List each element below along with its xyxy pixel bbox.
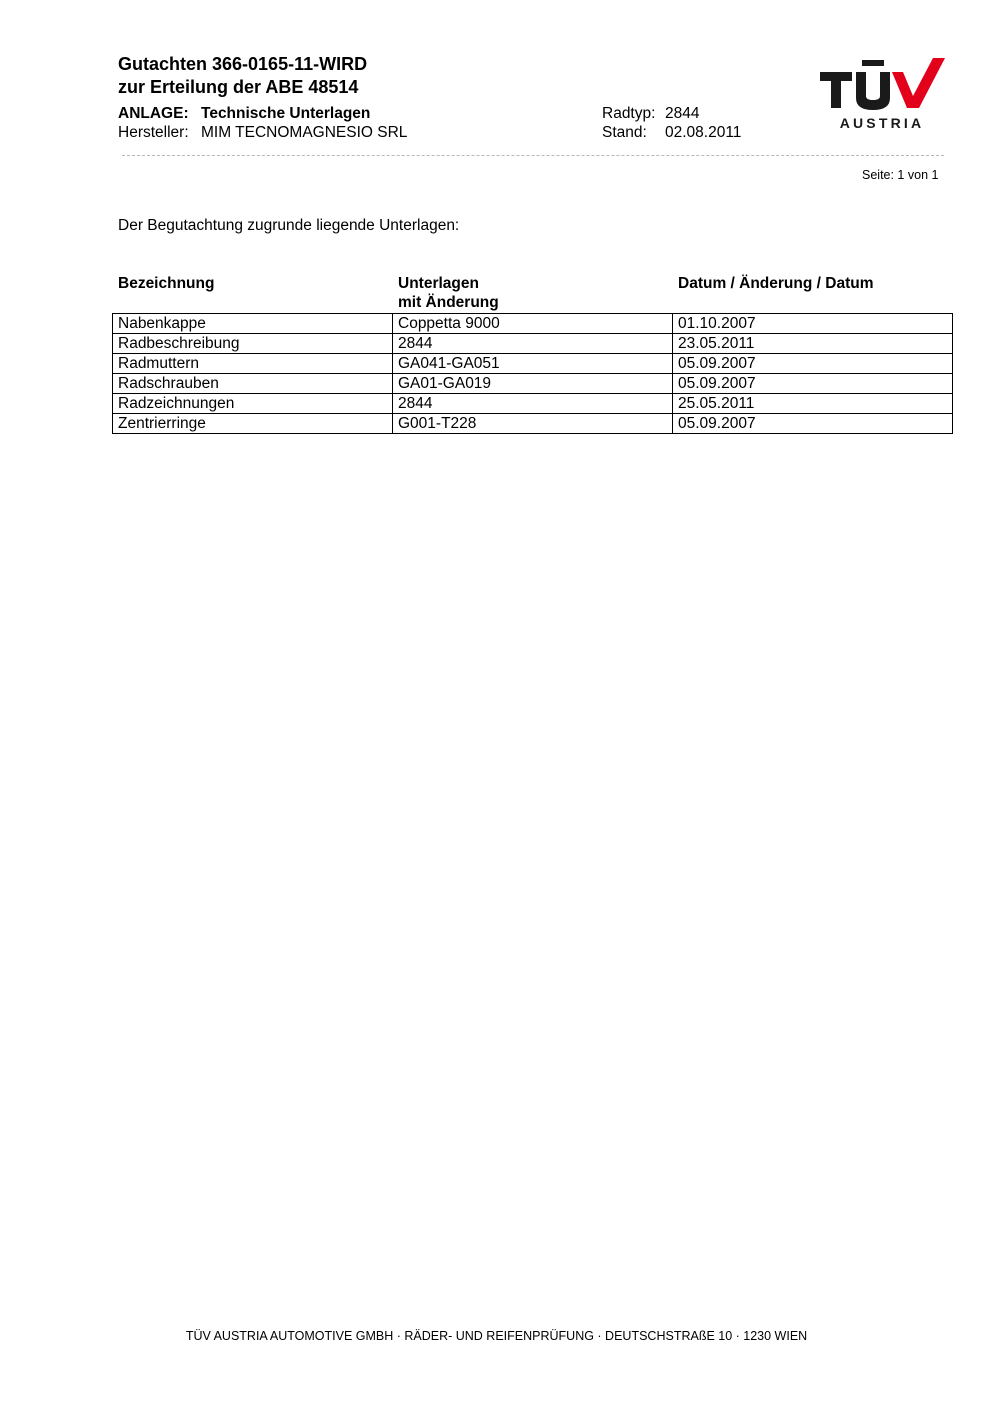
anlage-label: ANLAGE: [118,105,189,122]
table-row [113,394,953,414]
logo-macron-icon [862,60,884,66]
header-divider [122,155,944,156]
table-row [113,374,953,394]
logo-letter-v-icon [892,58,945,108]
table-cell-unterlagen: 2844 [393,394,673,414]
intro-text: Der Begutachtung zugrunde liegende Unterlagen: [118,217,460,234]
table-cell-bezeichnung: Radbeschreibung [113,334,393,354]
tuv-austria-logo [818,58,946,132]
table-cell-bezeichnung: Zentrierringe [113,414,393,434]
table-cell-unterlagen: G001-T228 [393,414,673,434]
column-header-bezeichnung: Bezeichnung [118,275,215,292]
logo-austria-text: AUSTRIA [839,115,925,131]
table-cell-datum: 05.09.2007 [673,414,953,434]
table-cell-bezeichnung: Radzeichnungen [113,394,393,414]
page-number: Seite: 1 von 1 [862,168,939,182]
hersteller-label: Hersteller: [118,124,189,141]
column-header-unterlagen: Unterlagen [398,275,479,292]
table-cell-datum: 01.10.2007 [673,314,953,334]
table-row [113,414,953,434]
documents-table [112,313,953,434]
hersteller-value: MIM TECNOMAGNESIO SRL [201,124,408,141]
document-title: Gutachten 366-0165-11-WIRD [118,54,368,74]
table-row [113,334,953,354]
table-cell-datum: 05.09.2007 [673,354,953,374]
table-cell-datum: 25.05.2011 [673,394,953,414]
logo-letter-u-icon [856,72,890,110]
table-cell-bezeichnung: Radmuttern [113,354,393,374]
stand-value: 02.08.2011 [665,124,742,141]
document-subtitle: zur Erteilung der ABE 48514 [118,77,359,97]
table-row [113,314,953,334]
table-row [113,354,953,374]
logo-letter-t-icon [820,72,852,108]
radtyp-label: Radtyp: [602,105,656,122]
table-cell-bezeichnung: Nabenkappe [113,314,393,334]
table-cell-unterlagen: GA041-GA051 [393,354,673,374]
stand-label: Stand: [602,124,647,141]
anlage-value: Technische Unterlagen [201,105,371,122]
table-cell-unterlagen: 2844 [393,334,673,354]
table-cell-datum: 05.09.2007 [673,374,953,394]
column-header-unterlagen-line2: mit Änderung [398,294,499,311]
table-cell-bezeichnung: Radschrauben [113,374,393,394]
table-cell-unterlagen: Coppetta 9000 [393,314,673,334]
table-cell-unterlagen: GA01-GA019 [393,374,673,394]
table-cell-datum: 23.05.2011 [673,334,953,354]
page-footer: TÜV AUSTRIA AUTOMOTIVE GMBH · RÄDER- UND REIFENPRÜFUNG · DEUTSCHSTRAßE 10 · 1230 WIEN [185,1329,808,1343]
column-header-datum: Datum / Änderung / Datum [678,275,874,292]
radtyp-value: 2844 [665,105,700,122]
